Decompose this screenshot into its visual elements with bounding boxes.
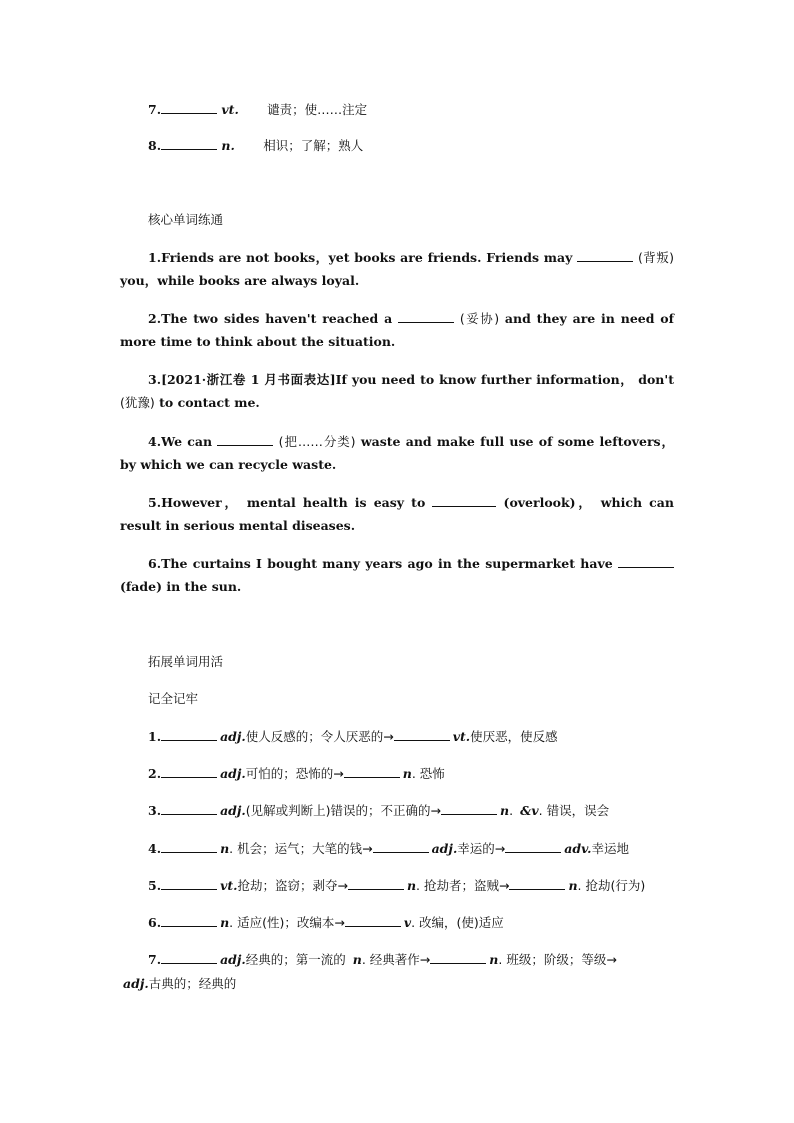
answer-blank[interactable] — [432, 494, 496, 507]
part-of-speech: n — [489, 952, 499, 967]
meaning-text: . 抢劫(行为) — [577, 878, 646, 893]
extension-line-5 — [148, 877, 645, 894]
item-number: 7. — [148, 952, 162, 967]
section-title-core: 核心单词练通 — [148, 212, 224, 227]
part-of-speech: vt. — [220, 878, 238, 893]
section-title-extend: 拓展单词用活 — [148, 654, 224, 669]
sentence-after: waste and make full use of some leftovers， by which we can recycle waste. — [120, 434, 674, 472]
answer-blank[interactable] — [161, 802, 217, 815]
sentence-after: and they are in need of more time to think about the situation. — [120, 311, 675, 349]
answer-blank[interactable] — [398, 310, 454, 323]
answer-blank[interactable] — [161, 728, 217, 741]
part-of-speech: n — [406, 878, 417, 893]
answer-blank[interactable] — [161, 914, 217, 927]
meaning-text: . 机会；运气；大笔的钱→ — [229, 841, 373, 856]
meaning-text: (见解或判断上)错误的；不正确的→ — [245, 803, 442, 818]
vocab-line-8 — [148, 137, 363, 154]
meaning-text: 可怕的；恐怖的→ — [245, 766, 344, 781]
meaning-text: 幸运的→ — [457, 841, 506, 856]
item-number: 8. — [148, 138, 162, 153]
sentence-before: We can — [161, 434, 213, 449]
sentence-before: However， mental health is easy to — [161, 495, 426, 510]
sentence-before: Friends are not books，yet books are friends. Friends may — [161, 250, 573, 265]
part-of-speech: adj. — [220, 766, 246, 781]
meaning-text: 幸运地 — [591, 841, 629, 856]
extension-line-4 — [148, 840, 629, 857]
hint: (犹豫) — [120, 395, 155, 410]
extension-line-3 — [148, 802, 609, 819]
part-of-speech: vt. — [452, 729, 471, 744]
extension-line-7 — [148, 951, 617, 968]
meaning-text: 使厌恶，使反感 — [470, 729, 558, 744]
item-number: 2. — [148, 766, 162, 781]
answer-blank[interactable] — [345, 914, 401, 927]
part-of-speech: adj. — [220, 729, 246, 744]
exercise-item-2: 2.The two sides haven't reached a (妥协) and they are in need of more time to think about the situation. — [120, 311, 675, 349]
meaning-text: . — [509, 803, 518, 818]
part-of-speech: adj. — [220, 803, 246, 818]
answer-blank[interactable] — [161, 137, 217, 150]
extension-line-6 — [148, 914, 504, 931]
meaning-text: . 抢劫者；盗贼→ — [416, 878, 510, 893]
answer-blank[interactable] — [509, 877, 565, 890]
item-number: 5. — [148, 878, 162, 893]
answer-blank[interactable] — [161, 951, 217, 964]
answer-blank[interactable] — [161, 840, 217, 853]
part-of-speech: n — [220, 915, 230, 930]
part-of-speech: n — [402, 766, 412, 781]
meaning-text: . 恐怖 — [411, 766, 445, 781]
meaning-text: . 适应(性)；改编本→ — [229, 915, 345, 930]
answer-blank[interactable] — [430, 951, 486, 964]
part-of-speech: n — [568, 878, 578, 893]
meaning: 谴责；使……注定 — [267, 102, 368, 117]
meaning-text: 抢劫；盗窃；剥夺→ — [237, 878, 348, 893]
answer-blank[interactable] — [373, 840, 429, 853]
exercise-item-4: 4.We can (把……分类) waste and make full use of some leftovers， by which we can recycle waste. — [120, 434, 674, 472]
part-of-speech: adj. — [123, 976, 149, 991]
answer-blank[interactable] — [348, 877, 404, 890]
part-of-speech: adj. — [220, 952, 246, 967]
exercise-item-5: 5.However， mental health is easy to (overlook)， which can result in serious mental diseases. — [120, 495, 674, 533]
meaning-text: . 错误，误会 — [538, 803, 610, 818]
item-number: 3. — [148, 803, 162, 818]
sentence-before: The curtains I bought many years ago in the supermarket have — [161, 556, 613, 571]
part-of-speech: adj. — [431, 841, 458, 856]
section-subtitle: 记全记牢 — [148, 691, 199, 706]
item-number: 7. — [148, 102, 162, 117]
exercise-item-6: 6.The curtains I bought many years ago in the supermarket have (fade) in the sun. — [120, 552, 674, 598]
part-of-speech: adv. — [564, 841, 592, 856]
part-of-speech: vt. — [221, 102, 239, 117]
sentence-before: The two sides haven't reached a — [161, 311, 393, 326]
answer-blank[interactable] — [161, 101, 217, 114]
meaning-text: 古典的；经典的 — [148, 976, 237, 991]
answer-blank[interactable] — [577, 249, 633, 262]
part-of-speech: v — [403, 915, 412, 930]
meaning-text: . 班级；阶级；等级→ — [498, 952, 617, 967]
exercise-item-3: 3.[2021·浙江卷 1 月书面表达]If you need to know further information， don't (犹豫) to contact me. — [120, 372, 674, 410]
sentence-after: to contact me. — [159, 395, 260, 410]
item-number: 4. — [148, 841, 162, 856]
part-of-speech: n — [352, 952, 362, 967]
extension-line-1 — [148, 728, 558, 745]
meaning-text: . 经典著作→ — [361, 952, 431, 967]
vocab-line-7 — [148, 101, 367, 118]
item-number: 1. — [148, 729, 162, 744]
answer-blank[interactable] — [161, 877, 217, 890]
hint: (背叛) — [637, 250, 674, 265]
answer-blank[interactable] — [161, 765, 217, 778]
extension-line-7-cont — [120, 976, 236, 992]
hint: (overlook)， — [503, 495, 594, 510]
sentence-after: you，while books are always loyal. — [120, 273, 360, 288]
part-of-speech: &v — [520, 803, 539, 818]
part-of-speech: n — [500, 803, 510, 818]
meaning-text: 经典的；第一流的 — [245, 952, 350, 967]
answer-blank[interactable] — [394, 728, 450, 741]
answer-blank[interactable] — [505, 840, 561, 853]
part-of-speech: n. — [221, 138, 235, 153]
part-of-speech: n — [220, 841, 230, 856]
answer-blank[interactable] — [618, 555, 674, 568]
answer-blank[interactable] — [217, 433, 273, 446]
sentence-after: in the sun. — [166, 579, 242, 594]
meaning-text: 使人反感的；令人厌恶的→ — [245, 729, 394, 744]
hint: (妥协) — [459, 311, 500, 326]
answer-blank[interactable] — [441, 802, 497, 815]
meaning: 相识；了解；熟人 — [263, 138, 364, 153]
sentence-before: [2021·浙江卷 1 月书面表达]If you need to know further information， don't — [161, 372, 674, 387]
item-number: 6. — [148, 915, 162, 930]
answer-blank[interactable] — [344, 765, 400, 778]
hint: (fade) — [120, 579, 162, 594]
extension-line-2 — [148, 765, 445, 782]
hint: (把……分类) — [278, 434, 356, 449]
exercise-item-1: 1.Friends are not books，yet books are friends. Friends may (背叛) you，while books are always loyal. — [120, 250, 674, 288]
meaning-text: . 改编，(使)适应 — [411, 915, 504, 930]
sentence-after: which can result in serious mental diseases. — [120, 495, 674, 533]
